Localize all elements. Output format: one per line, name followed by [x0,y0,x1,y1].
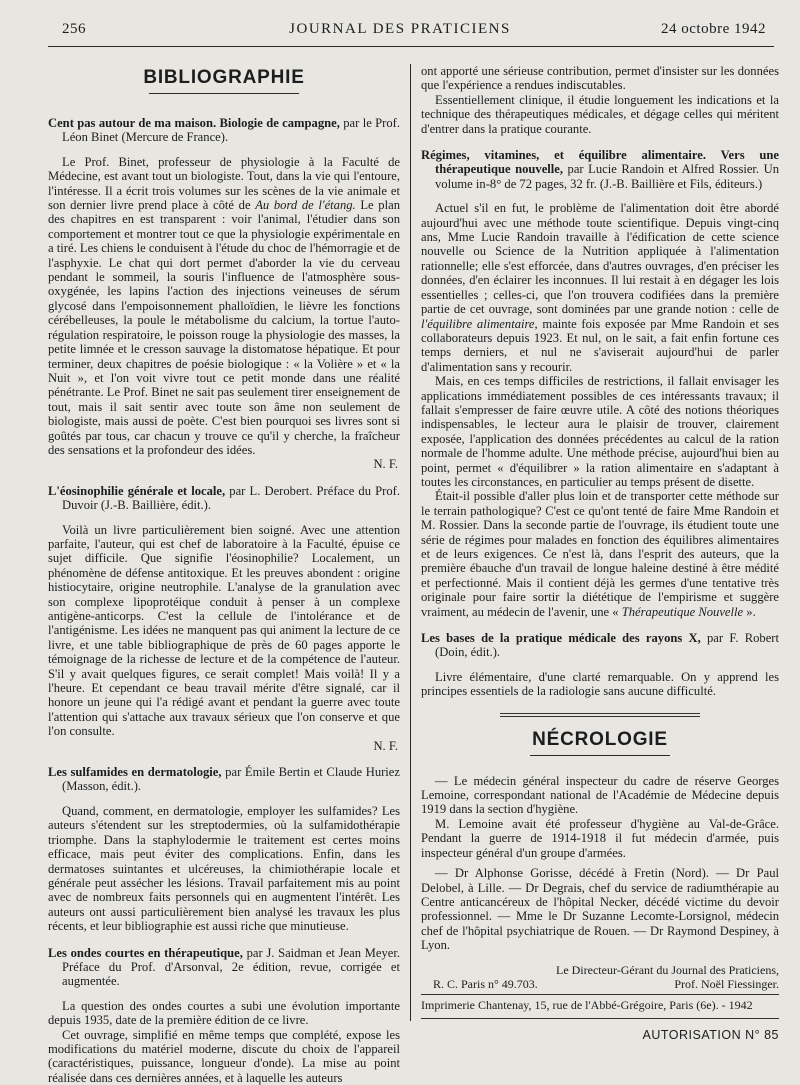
journal-title: JOURNAL DES PRATICIENS [289,21,511,37]
book-title: Régimes, vitamines, et équilibre alimentaire. Vers une thérapeutique nouvelle, [421,148,779,177]
review-paragraph: ont apporté une sérieuse contribution, permet d'insister sur les données que l'expérience a rendues indiscutables. [421,64,779,93]
obituary-paragraph: — Dr Alphonse Gorisse, décédé à Fretin (Nord). — Dr Paul Delobel, à Lille. — Dr Degrais, chef du service de radiumthérapie au Centre anticancéreux de l'hôpital Necker, décédé victime du devoir professionnel. — Mme le Dr Suzanne Lecomte-Lorsignol, médecin chef de l'hôpital psychiatrique de Rouen. — Dr Raymond Despiney, à Lyon. [421,866,779,953]
footer-rule [421,1018,779,1019]
registration-line [421,977,779,991]
review-paragraph: Cet ouvrage, simplifié en même temps que complété, expose les modifications du matériel moderne, discute du choix de l'appareil (caractéristiques, puissance, longueur d'onde). La mise au point réalisée dans ces dernières années, et à laquelle les auteurs [48,1027,400,1085]
section-title-bibliographie: BIBLIOGRAPHIE [143,67,305,88]
book-byline: par L. Derobert. Préface du Prof. Duvoir (J.-B. Baillière, édit.). [62,483,400,513]
review-entry-title [421,631,779,660]
obituary-paragraph: — Le médecin général inspecteur du cadre de réserve Georges Lemoine, correspondant national de l'Académie de Médecine depuis 1919 dans la section d'hygiène. [421,773,779,817]
review-paragraph: Livre élémentaire, d'une clarté remarquable. On y apprend les principes essentiels de la radiologie sans aucune difficulté. [421,669,779,699]
review-paragraph: Essentiellement clinique, il étudie longuement les indications et la technique des thérapeutiques médicales, et dégage celles qui méritent d'entrer dans la pratique courante. [421,92,779,136]
obituary-paragraph: M. Lemoine avait été professeur d'hygiène au Val-de-Grâce. Pendant la guerre de 1914-1918 il fut médecin d'armée, puis inspecteur général d'un groupe d'armées. [421,816,779,860]
review-entry-title [48,946,400,989]
book-title: L'éosinophilie générale et locale, [48,483,226,498]
review-paragraph: Était-il possible d'aller plus loin et de transporter cette méthode sur le terrain pathologique? C'est ce qu'ont tenté de faire Mme Randoin et M. Rossier. Dans la seconde partie de l'ouvrage, ils étudient toute une série de régimes pour malades en fonction des équilibres alimentaires et de leurs exigences. Ce n'est là, dans l'esprit des auteurs, que la première ébauche d'un travail de longue haleine destiné à être médité et perfectionné. Mais il contient déjà les germes d'une tentative très originale pour faire sortir la diététique de l'empirisme et suggère vraiment, au médecin de l'avenir, une « Thérapeutique Nouvelle ». [421,489,779,619]
header-rule [48,46,774,47]
director-line: Le Directeur-Gérant du Journal des Praticiens, [555,962,779,977]
book-byline: par F. Robert (Doin, édit.). [435,631,779,660]
book-title: Les ondes courtes en thérapeutique, [48,945,243,960]
book-title: Cent pas autour de ma maison. Biologie de campagne, [48,116,340,130]
book-byline: par Lucie Randoin et Alfred Rossier. Un volume in-8° de 72 pages, 32 fr. (J.-B. Baillière et Fils, éditeurs.) [435,162,779,191]
review-signature: N. F. [373,457,398,472]
section-title-rule [530,755,670,756]
review-paragraph: La question des ondes courtes a subi une évolution importante depuis 1935, date de la première édition de ce livre. [48,998,400,1028]
review-paragraph: Actuel s'il en fut, le problème de l'alimentation doit être abordé aujourd'hui avec une méthode toute scientifique. Depuis vingt-cinq ans, Mme Lucie Randoin travaille à l'édification de cette science nouvelle ou Science de la Nutrition appliquée à l'alimentation rationnelle; elle s'est efforcée, dans d'autres ouvrages, d'en préciser les données, d'en éclairer les inconnues. Il lui restait à en dégager les lois essentielles ; celles-ci, que l'on trouvera codifiées dans la première partie de cet ouvrage, sont dominées par une grande notion : celle de l'équilibre alimentaire, mainte fois exposée par Mme Randoin et ses collaborateurs depuis 1923. Et nul, on le sait, a fait enfin fortune ces temps derniers, et nul ne s'aviserait aujourd'hui de parler d'alimentation sans y recourir. [421,201,779,374]
issue-date: 24 octobre 1942 [661,21,766,37]
publication-footer [421,963,779,992]
book-title: Les sulfamides en dermatologie, [48,765,222,780]
book-byline: par le Prof. Léon Binet (Mercure de France). [62,116,400,145]
section-divider [500,713,700,717]
page-number: 256 [62,21,86,37]
review-signature: N. F. [373,738,398,753]
left-column [48,64,400,1085]
review-entry-title [48,116,400,145]
footer-rule [421,994,779,995]
column-divider [410,64,411,1021]
book-byline: par J. Saidman et Jean Meyer. Préface du Prof. d'Arsonval, 2e édition, revue, corrigée et augmentée. [62,945,401,989]
director-name: Prof. Noël Fiessinger. [674,976,779,991]
review-entry-title [48,765,400,794]
review-paragraph: Mais, en ces temps difficiles de restrictions, il fallait envisager les applications immédiatement possibles de ces intéressants travaux; il fallait s'empresser de faire œuvre utile. A côté des notions théoriques indispensables, le lecteur aura le plaisir de trouver, clairement exposée, l'application des données précédentes au calcul de la ration normale de l'homme adulte. Une méthode précise, aujourd'hui bien au point, permet « d'équilibrer » la ration alimentaire en s'adaptant à toutes les circonstances, en particulier au temps présent de disette. [421,374,779,489]
authorization-number: AUTORISATION N° 85 [642,1027,779,1042]
book-byline: par Émile Bertin et Claude Huriez (Masson, édit.). [62,765,400,794]
right-column [421,64,779,1042]
book-title: Les bases de la pratique médicale des rayons X, [421,631,701,646]
review-paragraph: Le Prof. Binet, professeur de physiologie à la Faculté de Médecine, est avant tout un biologiste. Tout, dans la vie qui l'entoure, l'intéresse. Il a écrit trois volumes sur les scènes de la vie animale et son dernier livre prend place à côté de Au bord de l'étang. Le plan des chapitres en est transparent : voir l'animal, l'étudier dans son comportement et montrer tout ce que la physiologie expérimentale en a tiré. Les chiens le conduisent à l'étude du choc de l'hémorragie et de l'asphyxie. Le chat qui dort permet d'aborder la vie du cerveau pendant le sommeil, la souris l'influence de l'atmosphère sous-oxygénée, les lapins l'action des injections veineuses de sérum glycosé dans l'empoisonnement phalloïdien, le lièvre les fonctions cérébelleuses, la poule le métabolisme du calcium, la tortue l'auto-régulation respiratoire, le poisson rouge la physiologie des masses, la petite limnée et le cresson sauvage la distomatose hépatique. Et pour terminer, deux chapitres de poésie biologique : « la Volière » et « la Nuit », et l'on voit vivre tout ce petit monde dans une réalité pénétrante. Le Prof. Binet ne sait pas seulement tirer enseignement de tout, mais il sait sentir avec toute son âme non seulement de biologiste, mais aussi de poète. C'est bien pourquoi ses livres sont si goûtés par tous, car chacun y trouve ce qu'il y cherche, la fraîcheur des sensations et la profondeur des idées. [48,154,400,457]
printer-line: Imprimerie Chantenay, 15, rue de l'Abbé-Grégoire, Paris (6e). - 1942 [421,998,753,1013]
section-title-rule [149,93,299,94]
review-entry-title [421,148,779,191]
review-paragraph: Voilà un livre particulièrement bien soigné. Avec une attention parfaite, l'auteur, qui est chef de laboratoire à la Faculté, épuise ce sujet difficile. Que signifie l'éosinophilie? Localement, un phénomène de défense antitoxique. Et les preuves abondent : origine histiocytaire, origine neutrophile. L'analyse de la granulation avec son complexe lipoprotéique conduit à penser à un complexe antigène-anticorps. C'est la cellule de l'intolérance et de l'antigénisme. Les idées ne manquent pas qui animent la lecture de ce livre, et une table bibliographique de près de 60 pages apporte le témoignage de la richesse de lecture et de la compétence de l'auteur. S'il y avait quelques figures, ce serait complet! Mais voilà! Il y a l'heure. Et cependant ce beau travail mérite d'être signalé, car il honore un jeune qui l'a rédigé avant et pendant la guerre avec toute l'attention qui s'attache aux travaux sérieux que l'on conserve et que l'on consulte. [48,522,400,739]
section-title-necrologie: NÉCROLOGIE [532,728,668,750]
rc-number: R. C. Paris n° 49.703. [433,976,538,991]
review-entry-title [48,484,400,513]
review-paragraph: Quand, comment, en dermatologie, employer les sulfamides? Les auteurs s'étendent sur les streptodermies, où la sulfamidothérapie triomphe. Dans la staphylodermie le traitement est certes moins efficace, mais peut éviter des complications. Enfin, dans les dermatoses suintantes et ulcéreuses, la chimiothérapie locale et générale peut assécher les lésions. Travail parfaitement mis au point avec de nombreux faits personnels qui en augmentent l'intérêt. Les auteurs ont aussi particulièrement bien analysé les travaux les plus récents, et leur bibliographie est aussi riche que minutieuse. [48,803,400,934]
